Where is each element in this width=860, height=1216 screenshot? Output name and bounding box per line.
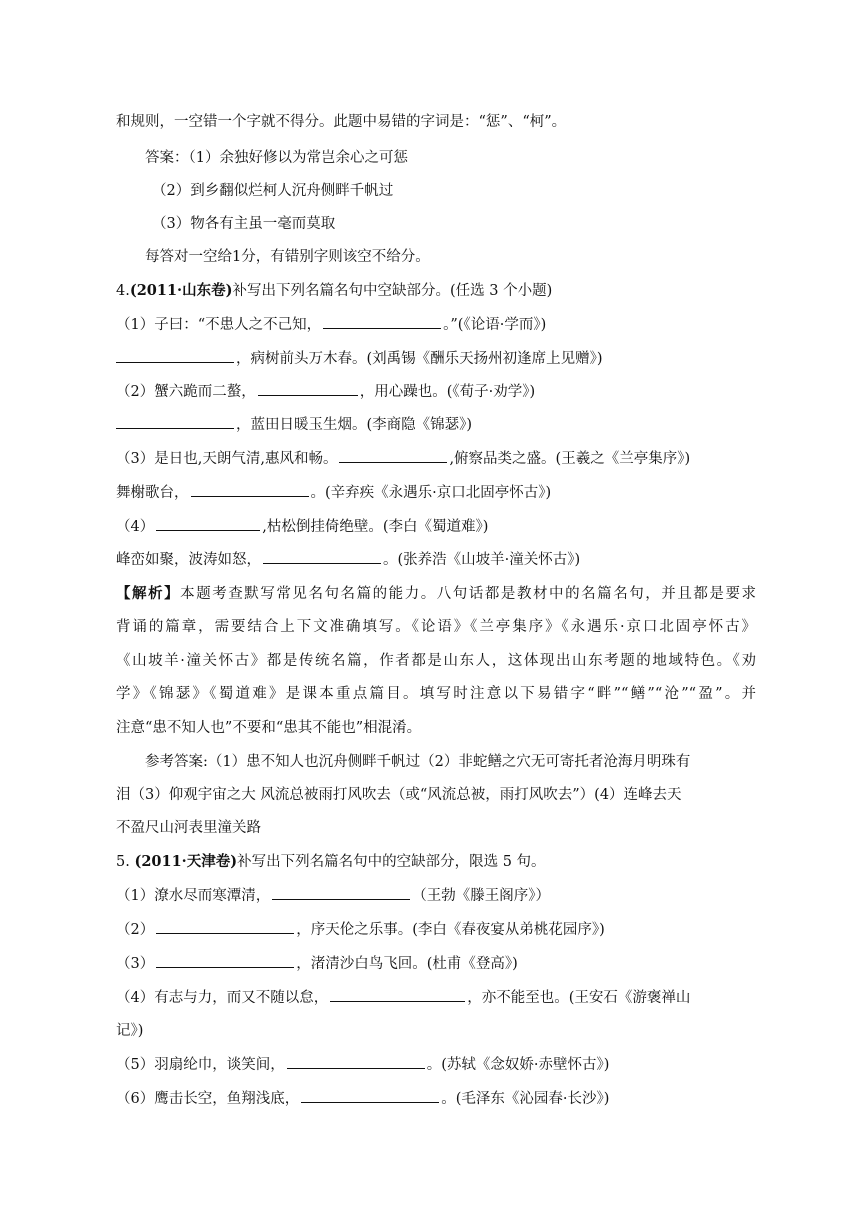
text: （3）是日也,天朗气清,惠风和畅。: [116, 451, 338, 467]
fill-line: [116, 1055, 756, 1075]
text: ，渚清沙白鸟飞回。(杜甫《登高》): [296, 956, 518, 972]
blank: [191, 483, 309, 497]
blank: [272, 886, 410, 900]
fill-line: [116, 382, 756, 402]
text: 和规则，一空错一个字就不得分。此题中易错的字词是：“惩”、“柯”。: [116, 114, 567, 130]
text: ，亦不能至也。(王安石《游褒禅山: [467, 990, 691, 1006]
text: ，蓝田日暖玉生烟。(李商隐《锦瑟》): [236, 417, 473, 433]
fill-line: [116, 449, 756, 469]
question-5-heading: [116, 852, 756, 872]
fill-line: [116, 483, 756, 503]
question-number: 4.: [116, 283, 130, 299]
blank: [156, 517, 260, 531]
text: 参考答案:（1）患不知人也沉舟侧畔千帆过（2）非蛇鳝之穴无可寄托者沧海月明珠有: [145, 754, 691, 770]
text: 泪（3）仰观宇宙之大 风流总被雨打风吹去（或“风流总被，雨打风吹去”）(4）连峰去天: [116, 787, 682, 803]
question-source: (2011·天津卷): [134, 853, 238, 870]
blank: [263, 550, 381, 564]
fill-line: [116, 988, 756, 1008]
answer-line: [152, 181, 792, 201]
question-number: 5.: [116, 854, 130, 870]
blank: [301, 1089, 439, 1103]
scoring-note: [145, 247, 785, 267]
reference-answer-line: [116, 785, 756, 805]
blank: [258, 382, 358, 396]
text: ，序天伦之乐事。(李白《春夜宴从弟桃花园序》): [296, 922, 605, 938]
reference-answer-line: [145, 752, 756, 772]
text: 本题考查默写常见名句名篇的能力。八句话都是教材中的名篇名句，并且都是要求: [180, 586, 756, 602]
text: 《山坡羊·潼关怀古》都是传统名篇，作者都是山东人，这体现出山东考题的地域特色。《劝: [116, 653, 756, 669]
text: 注意“患不知人也”不要和“患其不能也”相混淆。: [116, 720, 422, 736]
fill-line: [116, 954, 756, 974]
analysis-line: [116, 684, 756, 704]
fill-line: [116, 1089, 756, 1109]
fill-line: [116, 315, 756, 335]
text: （2）到乡翻似烂柯人沉舟侧畔千帆过: [152, 183, 394, 199]
text: （1）潦水尽而寒潭清，: [116, 888, 271, 904]
analysis-line: [116, 584, 756, 604]
text: （4）: [116, 519, 155, 535]
text: 。(张养浩《山坡羊·潼关怀古》): [383, 552, 581, 568]
analysis-line: [116, 617, 756, 637]
text: ,枯松倒挂倚绝壁。(李白《蜀道难》): [262, 519, 489, 535]
question-4-heading: [116, 281, 756, 301]
text: 不盈尺山河表里潼关路: [116, 820, 261, 836]
question-source: (2011·山东卷): [129, 282, 233, 299]
text: （3）物各有主虽一毫而莫取: [152, 216, 336, 232]
text: 背诵的篇章，需要结合上下文准确填写。《论语》《兰亭集序》《永遇乐·京口北固亭怀古》: [116, 619, 756, 635]
text: （王勃《滕王阁序》）: [412, 888, 550, 904]
text: （1）子曰：“不患人之不己知，: [116, 317, 322, 333]
blank: [156, 954, 294, 968]
fill-line: [116, 886, 756, 906]
text: （3）: [116, 956, 155, 972]
analysis-label: 【解析】: [116, 585, 181, 602]
text: （6）鹰击长空，鱼翔浅底，: [116, 1091, 300, 1107]
text: 峰峦如聚，波涛如怒，: [116, 552, 261, 568]
fill-line: [116, 415, 756, 435]
text: ，病树前头万木春。(刘禹锡《酬乐天扬州初逢席上见赠》): [236, 351, 603, 367]
text: 。(毛泽东《沁园春·长沙》): [441, 1091, 610, 1107]
fill-line: [116, 349, 756, 369]
fill-line: [116, 920, 756, 940]
blank: [116, 415, 234, 429]
blank: [339, 449, 447, 463]
text: ,俯察品类之盛。(王羲之《兰亭集序》): [449, 451, 691, 467]
text: 。(苏轼《念奴娇·赤壁怀古》): [426, 1057, 610, 1073]
blank: [116, 349, 234, 363]
text: ，用心躁也。(《荀子·劝学》): [359, 384, 536, 400]
blank: [330, 988, 465, 1002]
fill-line: [116, 517, 756, 537]
text-line: [116, 112, 756, 132]
question-text: 补写出下列名篇名句中的空缺部分，限选 5 句。: [237, 854, 546, 870]
reference-answer-line: [116, 818, 756, 838]
blank: [156, 920, 294, 934]
fill-line: [116, 550, 756, 570]
answer-line: [145, 148, 785, 168]
blank: [287, 1055, 425, 1069]
text: 。(辛弃疾《永遇乐·京口北固亭怀古》): [310, 485, 552, 501]
fill-line: [116, 1021, 756, 1041]
text: （2）: [116, 922, 155, 938]
text: 舞榭歌台，: [116, 485, 189, 501]
text: 学》《锦瑟》《蜀道难》是课本重点篇目。填写时注意以下易错字“畔”“鳝”“沧”“盈”。并: [116, 686, 756, 702]
text: 每答对一空给1分，有错别字则该空不给分。: [145, 249, 430, 265]
text: 。”(《论语·学而》): [443, 317, 547, 333]
text: （5）羽扇纶巾，谈笑间，: [116, 1057, 285, 1073]
analysis-line: [116, 651, 756, 671]
blank: [323, 315, 441, 329]
text: （4）有志与力，而又不随以怠，: [116, 990, 329, 1006]
text: （2）蟹六跪而二螯，: [116, 384, 256, 400]
answer-line: [152, 214, 792, 234]
text: 答案：（1）余独好修以为常岂余心之可惩: [145, 150, 408, 166]
question-text: 补写出下列名篇名句中空缺部分。(任选 3 个小题): [232, 283, 553, 299]
text: 记》): [116, 1023, 144, 1039]
analysis-line: [116, 718, 756, 738]
